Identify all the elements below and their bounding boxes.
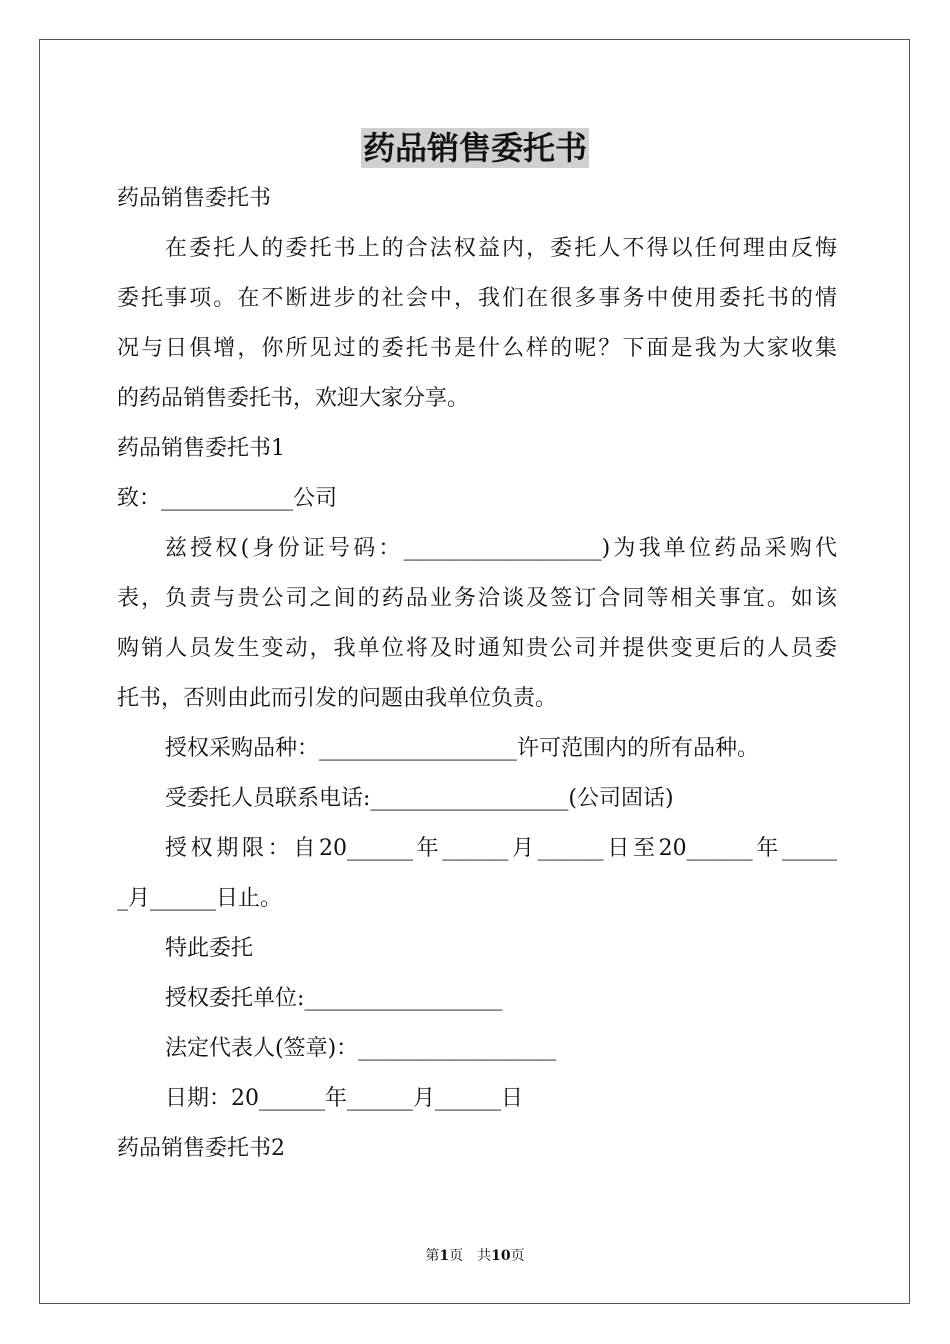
page-footer bbox=[0, 1247, 950, 1265]
footer-page-total: 10 bbox=[491, 1248, 511, 1264]
title-wrap bbox=[0, 128, 950, 168]
paragraph-line: 购销人员发生变动，我单位将及时通知贵公司并提供变更后的人员委 bbox=[117, 636, 837, 661]
date-line: 日期：20______年______月______日 bbox=[165, 1086, 523, 1111]
paragraph-line: 托书，否则由此而引发的问题由我单位负责。 bbox=[117, 686, 558, 711]
scope-line: 授权采购品种：__________________许可范围内的所有品种。 bbox=[165, 736, 760, 761]
footer-mid: 页 共 bbox=[449, 1248, 492, 1264]
paragraph-line: 委托事项。在不断进步的社会中，我们在很多事务中使用委托书的情 bbox=[117, 286, 837, 311]
paragraph-line: 的药品销售委托书，欢迎大家分享。 bbox=[117, 386, 470, 411]
footer-prefix: 第 bbox=[425, 1248, 440, 1264]
statement-line: 特此委托 bbox=[165, 936, 254, 961]
paragraph-line: 在委托人的委托书上的合法权益内，委托人不得以任何理由反悔 bbox=[165, 236, 837, 261]
unit-line: 授权委托单位:__________________ bbox=[165, 986, 503, 1011]
paragraph-line: 况与日俱增，你所见过的委托书是什么样的呢？下面是我为大家收集 bbox=[117, 336, 837, 361]
addressee-line: 致：____________公司 bbox=[117, 486, 338, 511]
representative-line: 法定代表人(签章)：__________________ bbox=[165, 1036, 557, 1061]
footer-suffix: 页 bbox=[510, 1248, 525, 1264]
paragraph-line: 兹授权(身份证号码：__________________)为我单位药品采购代 bbox=[165, 536, 837, 561]
page-border bbox=[39, 39, 910, 1304]
subtitle-line: 药品销售委托书 bbox=[117, 186, 272, 211]
period-line: 授权期限：自20______年______月______日至20______年_____ bbox=[165, 836, 837, 861]
footer-page-number: 1 bbox=[439, 1248, 450, 1264]
section-heading: 药品销售委托书1 bbox=[117, 436, 285, 461]
document-title: 药品销售委托书 bbox=[362, 129, 587, 167]
phone-line: 受委托人员联系电话:__________________(公司固话) bbox=[165, 786, 674, 811]
section-heading: 药品销售委托书2 bbox=[117, 1136, 285, 1161]
period-line-end: _月______日止。 bbox=[117, 886, 283, 911]
paragraph-line: 表，负责与贵公司之间的药品业务洽谈及签订合同等相关事宜。如该 bbox=[117, 586, 837, 611]
